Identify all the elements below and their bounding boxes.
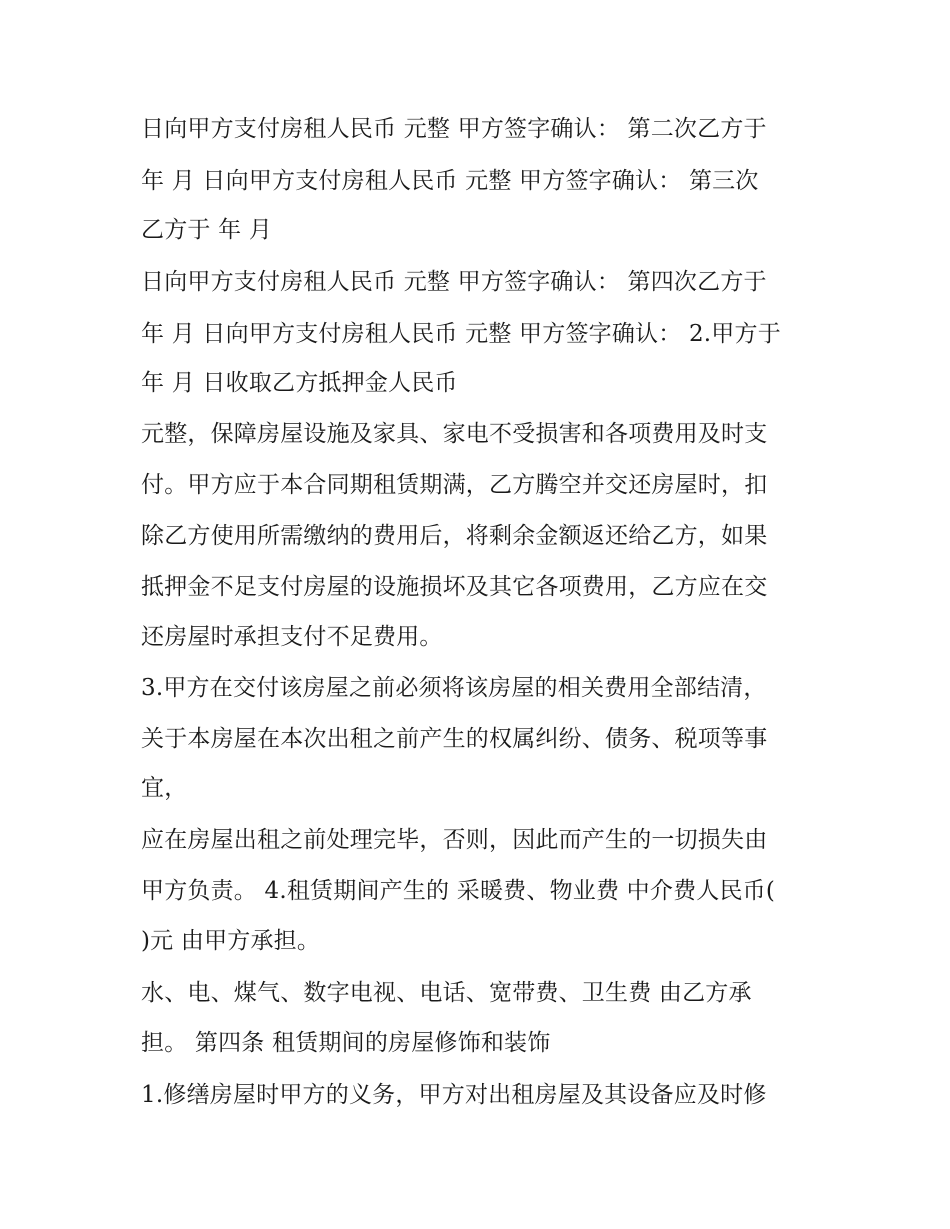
text-line: 1.修缮房屋时甲方的义务，甲方对出租房屋及其设备应及时修 (141, 1082, 767, 1108)
text-line: 付。甲方应于本合同期租赁期满，乙方腾空并交还房屋时，扣 (141, 472, 768, 498)
text-line: 乙方于 年 月 (141, 217, 273, 243)
text-line: 元整，保障房屋设施及家具、家电不受损害和各项费用及时支 (141, 421, 768, 447)
text-line: 担。 第四条 租赁期间的房屋修饰和装饰 (141, 1030, 551, 1056)
text-line: 关于本房屋在本次出租之前产生的权属纠纷、债务、税项等事 (141, 726, 768, 752)
text-line: 应在房屋出租之前处理完毕，否则，因此而产生的一切损失由 (141, 827, 768, 853)
text-line: 日向甲方支付房租人民币 元整 甲方签字确认： 第四次乙方于 (141, 269, 767, 295)
text-line: 宜， (141, 775, 188, 801)
text-line: 水、电、煤气、数字电视、电话、宽带费、卫生费 由乙方承 (141, 980, 752, 1006)
text-line: )元 由甲方承担。 (141, 928, 321, 954)
text-line: 甲方负责。 4.租赁期间产生的 采暖费、物业费 中介费人民币( (141, 878, 776, 904)
text-line: 年 月 日向甲方支付房租人民币 元整 甲方签字确认： 2.甲方于 (141, 321, 781, 347)
text-line: 日向甲方支付房租人民币 元整 甲方签字确认： 第二次乙方于 (141, 116, 767, 142)
text-line: 还房屋时承担支付不足费用。 (141, 624, 443, 650)
text-line: 除乙方使用所需缴纳的费用后，将剩余金额返还给乙方，如果 (141, 523, 768, 549)
text-line: 3.甲方在交付该房屋之前必须将该房屋的相关费用全部结清， (141, 675, 767, 701)
text-line: 年 月 日收取乙方抵押金人民币 (141, 370, 458, 396)
text-line: 抵押金不足支付房屋的设施损坏及其它各项费用，乙方应在交 (141, 574, 768, 600)
text-line: 年 月 日向甲方支付房租人民币 元整 甲方签字确认： 第三次 (141, 168, 759, 194)
